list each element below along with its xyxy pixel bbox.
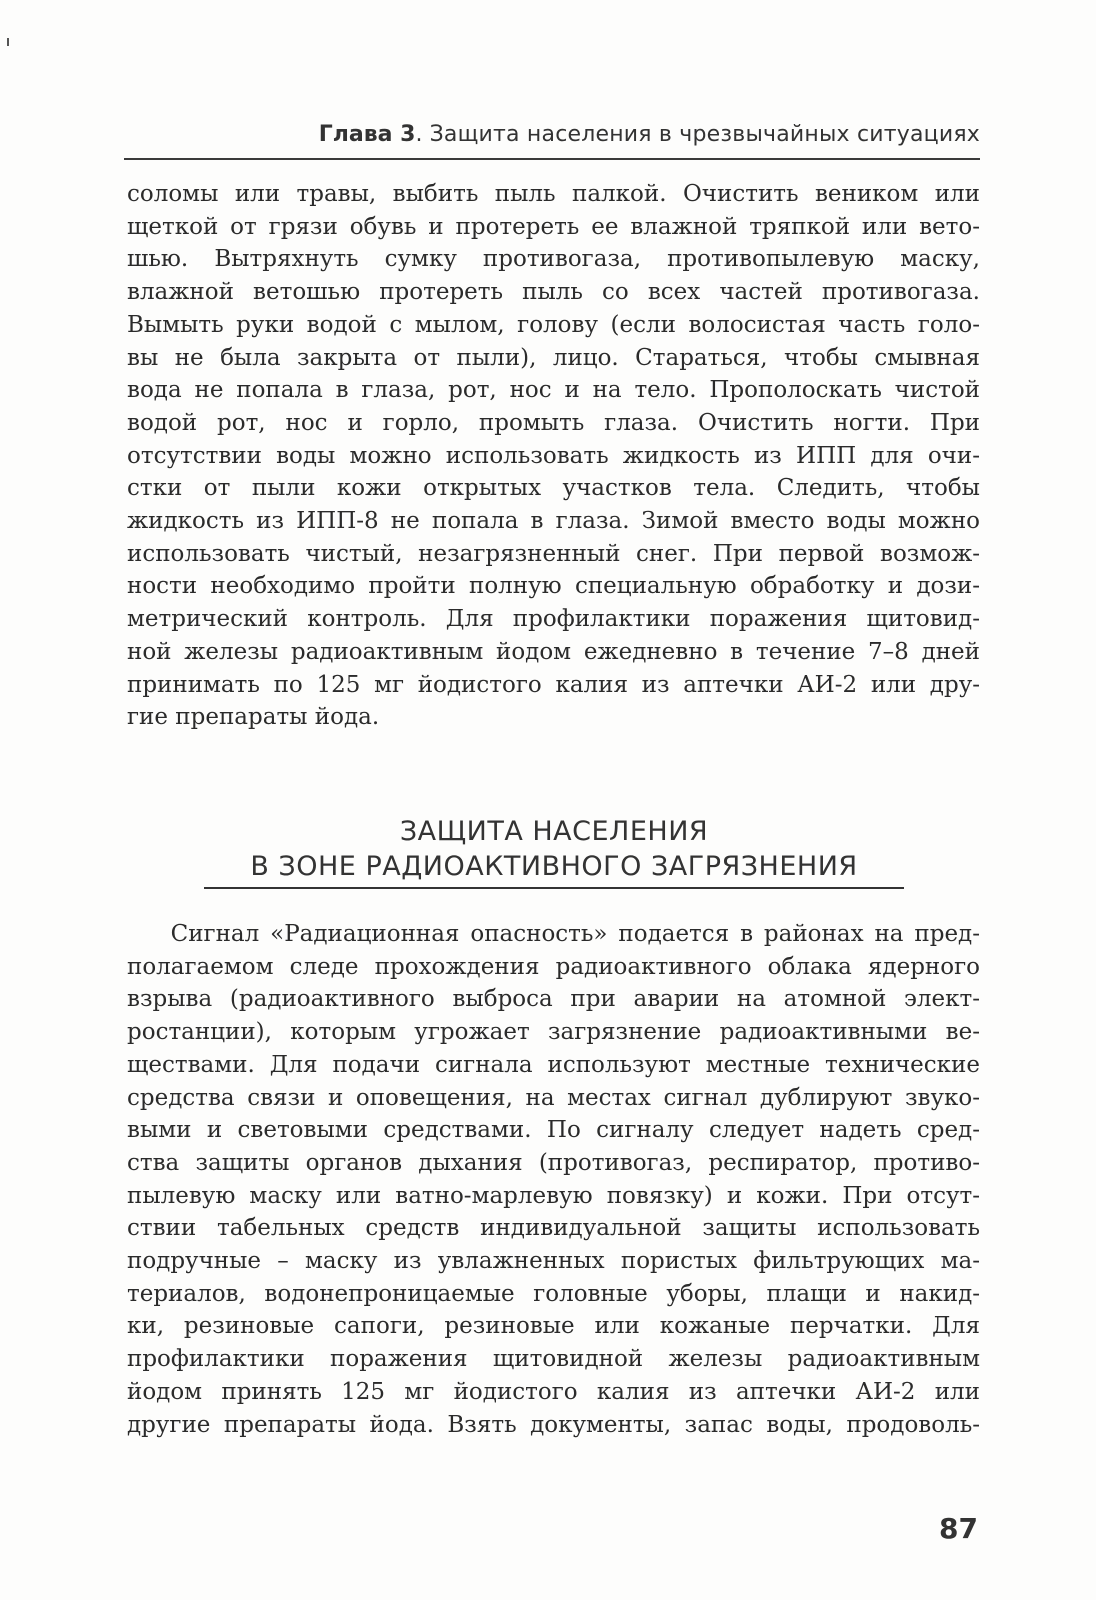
running-head xyxy=(124,122,980,147)
paragraph-1 xyxy=(127,178,980,734)
paragraph-line: метрический контроль. Для профилактики поражения щитовид- xyxy=(127,606,980,633)
section-heading-line-1: ЗАЩИТА НАСЕЛЕНИЯ xyxy=(399,816,709,847)
paragraph-line: вода не попала в глаза, рот, нос и на тело. Прополоскать чистой xyxy=(127,377,980,404)
paragraph-line: влажной ветошью протереть пыль со всех частей противогаза. xyxy=(127,279,980,306)
section-heading-rule xyxy=(204,887,904,889)
running-head-rule xyxy=(124,158,980,160)
paragraph-line: ществами. Для подачи сигнала используют местные технические xyxy=(127,1051,980,1078)
paragraph-line: взрыва (радиоактивного выброса при аварии на атомной элект- xyxy=(127,986,980,1013)
paragraph-line: ной железы радиоактивным йодом ежедневно в течение 7–8 дней xyxy=(127,638,980,665)
paragraph-line: вы не была закрыта от пыли), лицо. Стараться, чтобы смывная xyxy=(127,344,980,371)
paragraph-2 xyxy=(127,918,980,1441)
paragraph-line: йодом принять 125 мг йодистого калия из аптечки АИ-2 или xyxy=(127,1378,980,1405)
paragraph-line: ства защиты органов дыхания (противогаз, респиратор, противо- xyxy=(127,1149,980,1176)
paragraph-line: соломы или травы, выбить пыль палкой. Очистить веником или xyxy=(127,181,980,207)
paragraph-line: подручные – маску из увлажненных пористых фильтрующих ма- xyxy=(127,1248,980,1275)
paragraph-line: выми и световыми средствами. По сигналу следует надеть сред- xyxy=(127,1117,980,1144)
paragraph-line: стки от пыли кожи открытых участков тела. Следить, чтобы xyxy=(127,475,980,502)
paragraph-line: гие препараты йода. xyxy=(127,704,380,731)
paragraph-line: принимать по 125 мг йодистого калия из аптечки АИ-2 или дру- xyxy=(127,671,980,698)
paragraph-line: щеткой от грязи обувь и протереть ее влажной тряпкой или вето- xyxy=(127,213,980,240)
chapter-label: Глава 3 xyxy=(318,122,416,147)
page-number: 87 xyxy=(939,1512,978,1545)
paragraph-line: ростанции), которым угрожает загрязнение радиоактивными ве- xyxy=(127,1019,980,1046)
paragraph-line: средства связи и оповещения, на местах сигнал дублируют звуко- xyxy=(127,1084,980,1111)
paragraph-line: использовать чистый, незагрязненный снег. При первой возмож- xyxy=(127,540,980,567)
paragraph-line: профилактики поражения щитовидной железы радиоактивным xyxy=(127,1346,980,1373)
paragraph-line: шью. Вытряхнуть сумку противогаза, противопылевую маску, xyxy=(127,246,980,273)
paragraph-line: полагаемом следе прохождения радиоактивного облака ядерного xyxy=(127,953,980,980)
paragraph-line: ствии табельных средств индивидуальной защиты использовать xyxy=(127,1215,980,1242)
paragraph-line: отсутствии воды можно использовать жидкость из ИПП для очи- xyxy=(127,442,980,469)
paragraph-line: ности необходимо пройти полную специальную обработку и дози- xyxy=(127,573,980,600)
paragraph-line: водой рот, нос и горло, промыть глаза. Очистить ногти. При xyxy=(127,409,980,436)
paragraph-line: Сигнал «Радиационная опасность» подается в районах на пред- xyxy=(127,921,980,947)
chapter-title: Защита населения в чрезвычайных ситуациях xyxy=(422,122,980,147)
paragraph-line: жидкость из ИПП-8 не попала в глаза. Зимой вместо воды можно xyxy=(127,508,980,535)
scan-edge-mark xyxy=(7,38,9,46)
chapter-separator: . xyxy=(415,122,423,147)
paragraph-line: териалов, водонепроницаемые головные уборы, плащи и накид- xyxy=(127,1280,980,1307)
paragraph-line: Вымыть руки водой с мылом, голову (если волосистая часть голо- xyxy=(127,311,980,338)
paragraph-line: другие препараты йода. Взять документы, запас воды, продоволь- xyxy=(127,1411,980,1438)
paragraph-line: пылевую маску или ватно-марлевую повязку) и кожи. При отсут- xyxy=(127,1182,980,1209)
section-heading-line-2: В ЗОНЕ РАДИОАКТИВНОГО ЗАГРЯЗНЕНИЯ xyxy=(250,851,858,882)
paragraph-line: ки, резиновые сапоги, резиновые или кожаные перчатки. Для xyxy=(127,1313,980,1340)
